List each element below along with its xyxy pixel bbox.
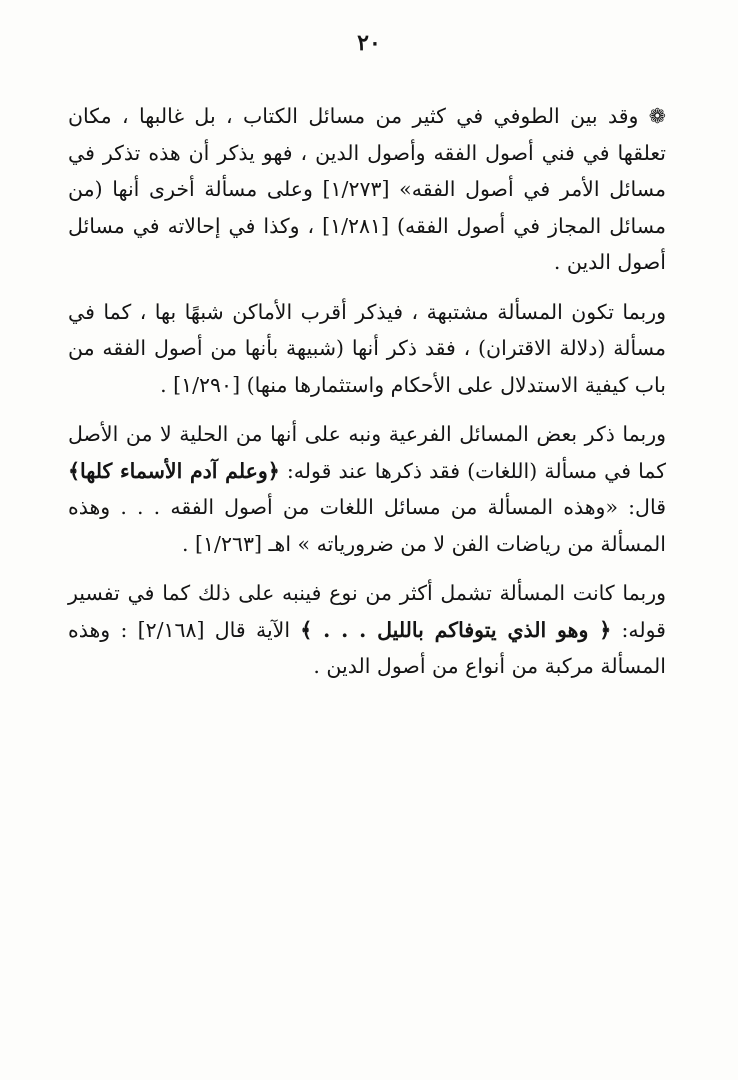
paragraph-text-end: الآية قال [٢/١٦٨] : وهذه المسألة مركبة من أنواع من أصول الدين . [68,617,666,678]
page-number: ٢٠ [357,30,381,56]
body-text [68,98,666,698]
paragraph-text-start: وربما ذكر بعض المسائل الفرعية ونبه على أنها من الحلية لا من الأصل كما في مسألة (اللغات) فقد ذكرها عند قوله: [68,422,666,483]
paragraph-languages-issue [68,416,666,562]
paragraph-text-end: قال: «وهذه المسألة من مسائل اللغات من أصول الفقه . . . وهذه المسألة من رياضات الفن لا من ضرورياته » اهـ [١/٢٦٣] . [68,495,666,556]
paragraph-text-start: وربما كانت المسألة تشمل أكثر من نوع فينبه على ذلك كما في تفسير قوله: [68,581,666,642]
paragraph-similar-placement: وربما تكون المسألة مشتبهة ، فيذكر أقرب الأماكن شبهًا بها ، كما في مسألة (دلالة الاقتران) ، فقد ذكر أنها (شبيهة بأنها من أصول الفقه من باب كيفية الاستدلال على الأحكام واستثمارها منها) [١/٢٩٠] . [68,299,666,397]
paragraph-altufi-classification: ❁ وقد بين الطوفي في كثير من مسائل الكتاب ، بل غالبها ، مكان تعلقها في فني أصول الفقه وأصول الدين ، فهو يذكر أن هذه تذكر في مسائل الأمر في أصول الفقه» [١/٢٧٣] وعلى مسألة أخرى أنها (من مسائل المجاز في أصول الفقه) [١/٢٨١] ، وكذا في إحالاته في مسائل أصول الدين . [68,104,666,274]
paragraph-compound-issue [68,575,666,685]
quran-verse: ﴿وعلم آدم الأسماء كلها﴾ [68,458,280,483]
quran-verse: ﴿ وهو الذي يتوفاكم بالليل . . . ﴾ [300,617,612,642]
